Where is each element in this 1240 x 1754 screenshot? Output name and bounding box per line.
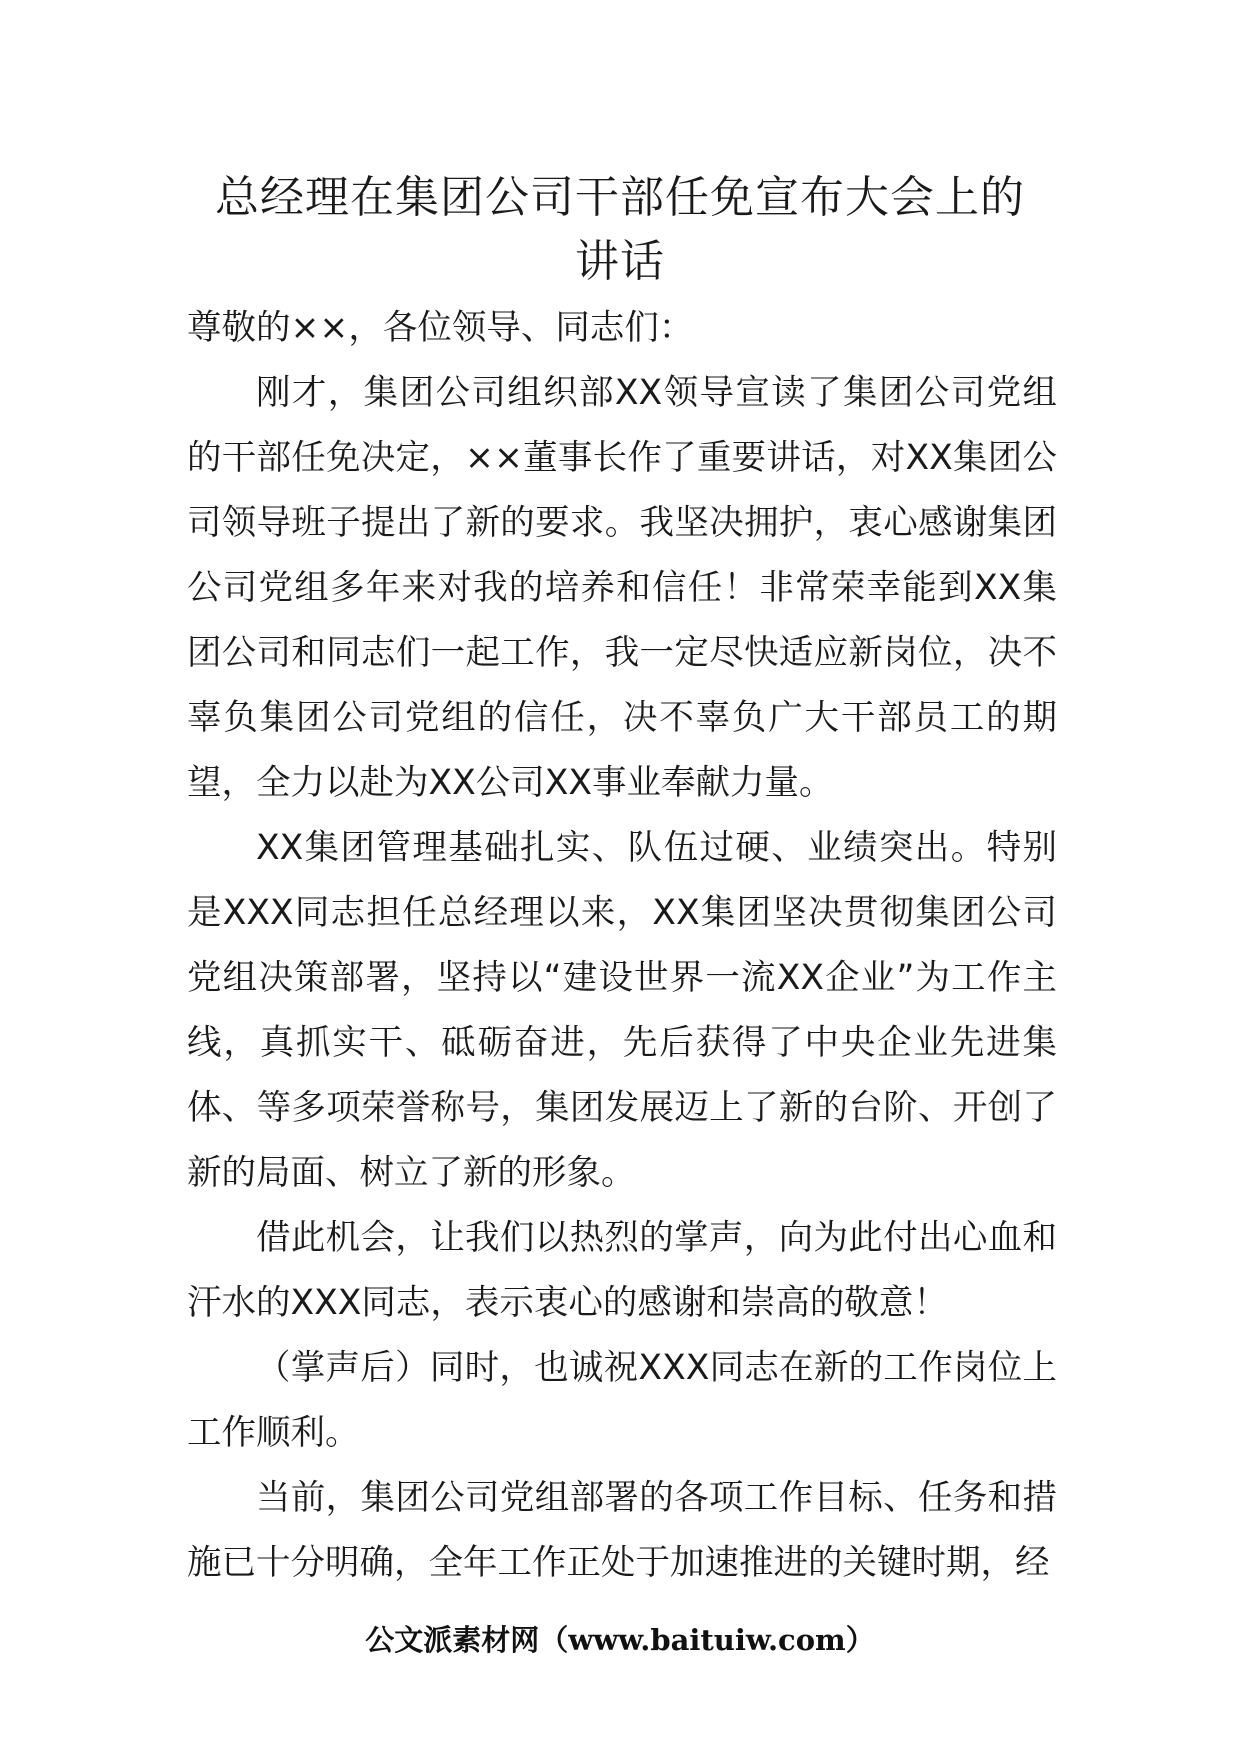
paragraph: （掌声后）同时，也诚祝XXX同志在新的工作岗位上工作顺利。 [187,1348,1057,1453]
paragraph: 当前，集团公司党组部署的各项工作目标、任务和措施已十分明确，全年工作正处于加速推进的关键时期，经 [187,1478,1057,1583]
footer-watermark: 公文派素材网（www.baituiw.com） [365,1623,875,1657]
title-line-2: 讲话 [575,236,665,287]
document-title [180,166,1060,294]
title-line-1: 总经理在集团公司干部任免宣布大会上的 [215,172,1025,223]
document-body [187,296,1057,1596]
salutation: 尊敬的××，各位领导、同志们： [187,308,694,348]
paragraph: XX集团管理基础扎实、队伍过硬、业绩突出。特别是XXX同志担任总经理以来，XX集团坚决贯彻集团公司党组决策部署，坚持以“建设世界一流XX企业”为工作主线，真抓实干、砥砺奋进，先后获得了中央企业先进集体、等多项荣誉称号，集团发展迈上了新的台阶、开创了新的局面、树立了新的形象。 [187,828,1057,1193]
paragraph: 借此机会，让我们以热烈的掌声，向为此付出心血和汗水的XXX同志，表示衷心的感谢和崇高的敬意！ [187,1218,1057,1323]
paragraph: 刚才，集团公司组织部XX领导宣读了集团公司党组的干部任免决定，××董事长作了重要讲话，对XX集团公司领导班子提出了新的要求。我坚决拥护，衷心感谢集团公司党组多年来对我的培养和信任！非常荣幸能到XX集团公司和同志们一起工作，我一定尽快适应新岗位，决不辜负集团公司党组的信任，决不辜负广大干部员工的期望，全力以赴为XX公司XX事业奉献力量。 [187,373,1057,803]
